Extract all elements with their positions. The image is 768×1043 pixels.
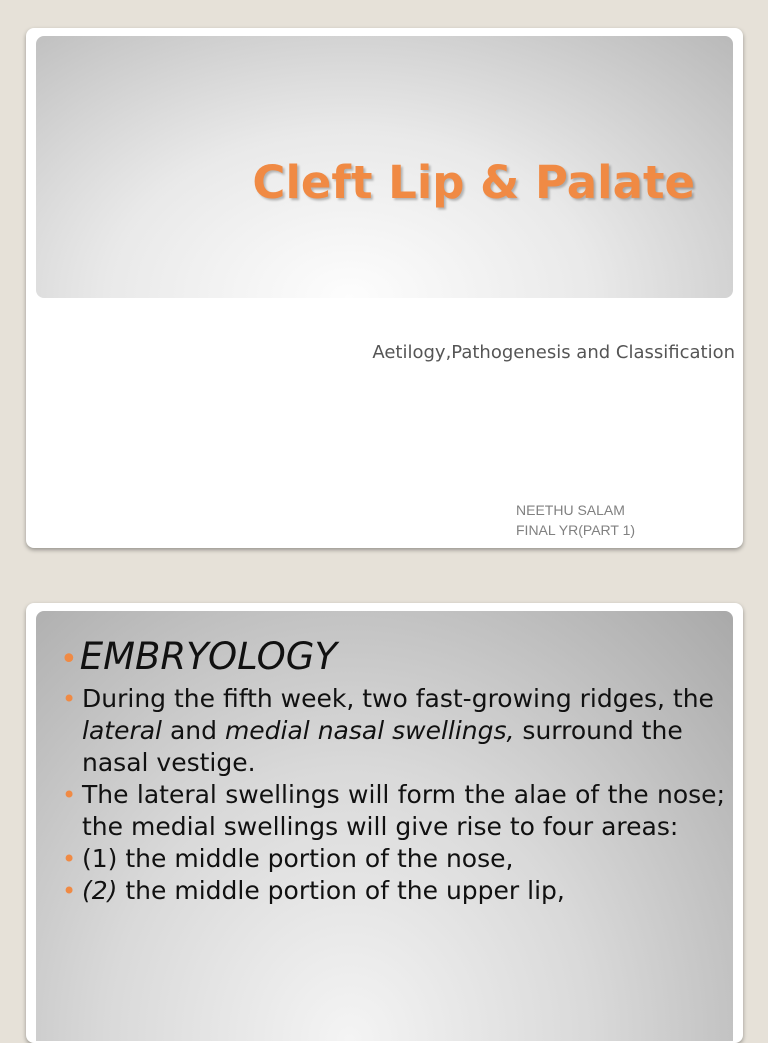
bullet-italic-text: medial nasal swellings,: [224, 716, 515, 745]
title-panel: [36, 36, 733, 298]
content-panel: [36, 611, 733, 1041]
bullet-icon: •: [60, 642, 78, 677]
slide-title-text: Cleft Lip & Palate: [252, 156, 695, 209]
list-item: [60, 875, 725, 907]
slide-subtitle: Aetilogy,Pathogenesis and Classification: [372, 342, 735, 363]
bullet-text: During the fifth week, two fast-growing ridges, the: [82, 684, 714, 713]
bullet-italic-text: (2): [82, 876, 118, 905]
bullet-text: and: [162, 716, 225, 745]
author-name: NEETHU SALAM: [516, 502, 625, 518]
slide-title: [26, 28, 743, 548]
author-block: [516, 500, 635, 540]
bullet-text: the middle portion of the upper lip,: [117, 876, 565, 905]
list-item: [60, 683, 725, 779]
author-detail: FINAL YR(PART 1): [516, 522, 636, 538]
list-item: [60, 843, 725, 875]
bullet-text: The lateral swellings will form the alae of the nose; the medial swellings will give rise to four areas:: [82, 780, 725, 841]
bullet-italic-text: lateral: [82, 716, 162, 745]
bullet-text: (1) the middle portion of the nose,: [82, 844, 514, 873]
list-item: [60, 779, 725, 843]
heading-text: EMBRYOLOGY: [79, 635, 338, 678]
bullet-text: surround the nasal vestige.: [82, 716, 683, 777]
slide-embryology: [26, 603, 743, 1043]
bullet-list: [60, 683, 725, 907]
slide-heading: [60, 635, 337, 682]
